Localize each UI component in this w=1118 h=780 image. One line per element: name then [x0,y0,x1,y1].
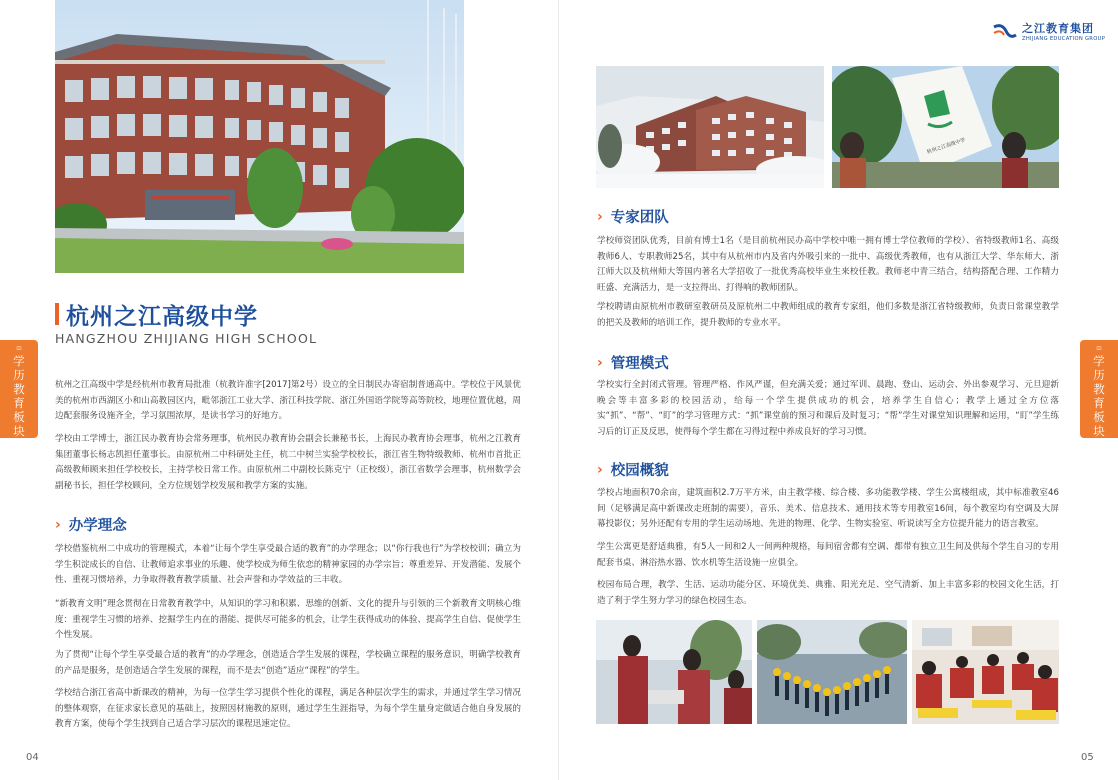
section-title: 办学理念 [68,518,127,534]
side-tab-label: 学历教育板块 [13,354,25,438]
book-icon [11,346,27,350]
section-heading-philosophy [55,514,127,535]
page-number-right: 05 [1081,752,1094,763]
section-heading-campus [597,459,669,480]
intro-paragraph-2: 学校由工学博士，浙江民办教育协会常务理事，杭州民办教育协会副会长兼秘书长，上海民办教育协会理事，杭州之江教育集团董事长杨志凯担任董事长。由原杭州二中科研处主任，杭二中树兰实验学校校长，浙江省生物特级教师、杭州市首批正高级教师顾来担任学校校长，主持学校日常工作。由原杭州二中副校长陈克宁（正校级），浙江省数学会理事，杭州数学会副秘书长，担任学校顾问，全方位规划学校发展和教学方案的实施。 [55,434,521,491]
school-building-photo [55,0,464,273]
students-activity-photo [596,620,752,724]
chevron-right-icon: › [597,208,603,225]
chevron-right-icon: › [597,461,603,478]
chevron-right-icon: › [597,354,603,371]
chevron-right-icon: › [55,516,61,533]
section-title: 专家团队 [610,210,669,226]
wave-logo-icon [992,21,1018,41]
intro-paragraph-1: 杭州之江高级中学是经杭州市教育局批准（杭教许准字[2017]第2号）设立的全日制民办寄宿制普通高中。学校位于风景优美的杭州市西湖区小和山高教园区内，毗邻浙江工业大学、浙江科技学院、浙江外国语学院等高等院校，地理位置优越，周边配套服务设施齐全，学习氛围浓厚，是读书学习的好地方。 [55,380,521,421]
philosophy-paragraph-1: 学校借鉴杭州二中成功的管理模式，本着“让每个学生享受最合适的教育”的办学理念；以“你行我也行”为学校校训；确立为学生积淀成长的自信、让教师追求事业的乐趣、使学校成为师生依恋的精神家园的办学宗旨；尊重差异、开发潜能、发展个性、重视习惯培养，力争取得教育教学质量、社会声誉和办学效益的三丰收。 [55,544,521,585]
campus-paragraph-1: 学校占地面积70余亩，建筑面积2.7万平方米，由主教学楼、综合楼、多功能教学楼、学生公寓楼组成，其中标准教室46间（足够满足高中新课改走班制的需要），音乐、美术、信息技术、通用技术等专用教室16间，每个教室均有空调及大屏幕投影仪；另外还配有专用的学生运动场地、先进的物理、化学、生物实验室、听说读写全方位提升能力的语言教室。 [597,488,1059,529]
snowy-campus-photo [596,66,824,188]
school-title: 杭州之江高级中学 [66,304,258,330]
classroom-photo [912,620,1059,724]
title-accent-bar [55,303,59,325]
book-icon [1091,346,1107,350]
campus-paragraph-3: 校园布局合理，教学、生活、运动功能分区、环境优美、典雅、阳光充足、空气清新、加上丰富多彩的校园文化生活，打造了利于学生努力学习的绿色校园生态。 [597,580,1059,606]
experts-paragraph-2: 学校聘请由原杭州市教研室教研员及原杭州二中教师组成的教育专家组，他们多数是浙江省特级教师，负责日常课堂教学的把关及教师的培训工作，提升教师的专业水平。 [597,302,1059,328]
students-formation-photo [757,620,907,724]
flag-students-photo [832,66,1059,188]
section-title: 管理模式 [610,356,669,372]
side-tab-label: 学历教育板块 [1093,354,1105,438]
section-title: 校园概貌 [610,463,669,479]
philosophy-paragraph-2: “新教育文明”理念贯彻在日常教育教学中，从知识的学习和积累、思维的创新、文化的提升与引领的三个新教育文明核心维度：重视学生习惯的培养、挖掘学生内在的潜能、提供尽可能多的机会，让学生获得成功的体验、提高学生自信、促使学生个性发展。 [55,599,521,640]
logo-chinese: 之江教育集团 [1022,22,1094,35]
section-heading-management [597,352,669,373]
management-paragraph-1: 学校实行全封闭式管理。管理严格、作风严谨，但充满关爱；通过军训、晨跑、登山、运动会、外出参观学习、元旦迎新晚会等丰富多彩的校园活动，给每一个学生提供成功的机会，培养学生自信心；教学上通过全方位落实“抓”、“帮”、“盯”的学习管理方式：“抓”课堂前的预习和课后及时复习；“帮”学生对课堂知识理解和运用，“盯”学生练习后的订正及反思，使得每个学生都在习得过程中养成良好的学习习惯。 [597,380,1059,437]
flag-text: 杭州之江高级中学 [926,137,967,156]
philosophy-paragraph-3: 为了贯彻“让每个学生享受最合适的教育”的办学理念，创造适合学生发展的课程，学校确立课程的服务意识，明确学校教育的产品是服务，是创造适合学生发展的课程，而不是去“创造”适应“课程”的学生。 [55,650,521,676]
experts-paragraph-1: 学校师资团队优秀，目前有博士1名（是目前杭州民办高中学校中唯一拥有博士学位教师的学校）、省特级教师1名、高级教师6人、专职教师25名，其中有从杭州市内及省内外吸引来的一批中、高级优秀教师，也有从浙江大学、华东师大、浙江师大以及杭州师大等国内著名大学招收了一批优秀高校毕业生来校任教。教师老中青三结合，结构搭配合理、工作精力旺盛、充满活力，是一支拉得出、打得响的教师团队。 [597,236,1059,293]
section-heading-experts [597,206,669,227]
side-tab-right [1080,340,1118,438]
philosophy-paragraph-4: 学校结合浙江省高中新课改的精神，为每一位学生学习提供个性化的课程，满足各种层次学生的需求，并通过学生学习情况的整体观察，在征求家长意见的基础上，按照因材施教的原则，通过学生生涯指导，为每个学生量身定做适合他自身发展的教育方案，使每个学生找到自己适合学习层次的课程迅速定位。 [55,688,521,729]
school-title-english: HANGZHOU ZHIJIANG HIGH SCHOOL [55,331,318,346]
zhijiang-logo [992,20,1105,42]
side-tab-left [0,340,38,438]
campus-paragraph-2: 学生公寓更是舒适典雅，有5人一间和2人一间两种规格，每间宿舍都有空调、都带有独立卫生间及供每个学生自习的专用配套书桌、淋浴热水器、饮水机等生活设施一应俱全。 [597,542,1059,568]
page-number-left: 04 [26,752,39,763]
logo-english: ZHIJIANG EDUCATION GROUP [1022,36,1106,42]
